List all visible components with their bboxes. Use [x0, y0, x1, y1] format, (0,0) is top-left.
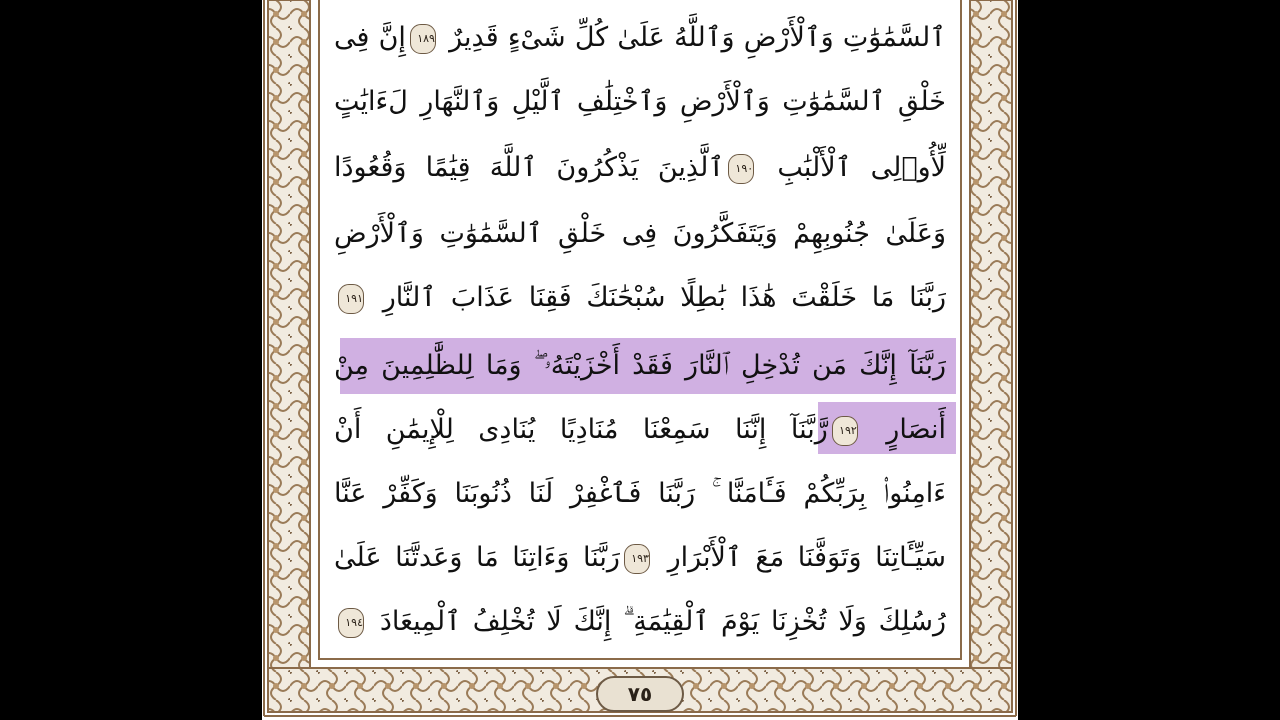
verse-text: ءَامِنُوا۟ بِرَبِّكُمْ فَـَٔامَنَّا ۚ رَبَّنَا فَٱغْفِرْ لَنَا ذُنُوبَنَا وَكَفِّرْ عَنَّا	[334, 478, 946, 509]
verse-text: رُسُلِكَ وَلَا تُخْزِنَا يَوْمَ ٱلْقِيَٰمَةِ ۗ إِنَّكَ لَا تُخْلِفُ ٱلْمِيعَادَ	[368, 606, 946, 637]
text-line	[334, 336, 946, 396]
text-line	[334, 464, 946, 524]
text-line	[334, 400, 946, 460]
text-line	[334, 138, 946, 198]
ayah-number-marker: ١٩٤	[338, 608, 364, 638]
verse-text: رَبَّنَآ إِنَّكَ مَن تُدْخِلِ ٱلنَّارَ فَقَدْ أَخْزَيْتَهُۥ ۖ وَمَا لِلظَّٰلِمِينَ مِنْ	[334, 350, 946, 381]
verse-text: أَنصَارٍ	[861, 414, 946, 445]
ayah-number-marker: ١٩٠	[728, 154, 754, 184]
text-line	[334, 528, 946, 588]
verse-text: وَعَلَىٰ جُنُوبِهِمْ وَيَتَفَكَّرُونَ فِى خَلْقِ ٱلسَّمَٰوَٰتِ وَٱلْأَرْضِ	[334, 218, 946, 249]
ayah-number-marker: ١٨٩	[410, 24, 436, 54]
ayah-number-marker: ١٩٢	[832, 416, 858, 446]
text-panel	[318, 0, 962, 660]
text-line	[334, 592, 946, 652]
page-number: ٧٥	[596, 676, 684, 712]
mushaf-page	[262, 0, 1018, 720]
verse-text: رَبَّنَا وَءَاتِنَا مَا وَعَدتَّنَا عَلَىٰ	[334, 542, 620, 573]
verse-text: رَّبَّنَآ إِنَّنَا سَمِعْنَا مُنَادِيًا يُنَادِى لِلْإِيمَٰنِ أَنْ	[334, 414, 828, 445]
verse-text: ٱلسَّمَٰوَٰتِ وَٱلْأَرْضِ وَٱللَّهُ عَلَىٰ كُلِّ شَىْءٍ قَدِيرٌ	[439, 22, 946, 53]
ayah-number-marker: ١٩٣	[624, 544, 650, 574]
verse-text: ٱلَّذِينَ يَذْكُرُونَ ٱللَّهَ قِيَٰمًا وَقُعُودًا	[334, 152, 725, 183]
text-line	[334, 204, 946, 264]
ayah-number-marker: ١٩١	[338, 284, 364, 314]
verse-text: لِّأُو۟لِى ٱلْأَلْبَٰبِ	[758, 152, 946, 183]
text-line	[334, 8, 946, 68]
verse-text: سَيِّـَٔاتِنَا وَتَوَفَّنَا مَعَ ٱلْأَبْرَارِ	[653, 542, 946, 573]
verse-text: خَلْقِ ٱلسَّمَٰوَٰتِ وَٱلْأَرْضِ وَٱخْتِلَٰفِ ٱلَّيْلِ وَٱلنَّهَارِ لَءَايَٰتٍ	[334, 86, 946, 117]
text-line	[334, 72, 946, 132]
verse-text: رَبَّنَا مَا خَلَقْتَ هَٰذَا بَٰطِلًا سُبْحَٰنَكَ فَقِنَا عَذَابَ ٱلنَّارِ	[368, 282, 946, 313]
text-line	[334, 268, 946, 328]
verse-text: إِنَّ فِى	[334, 22, 406, 53]
